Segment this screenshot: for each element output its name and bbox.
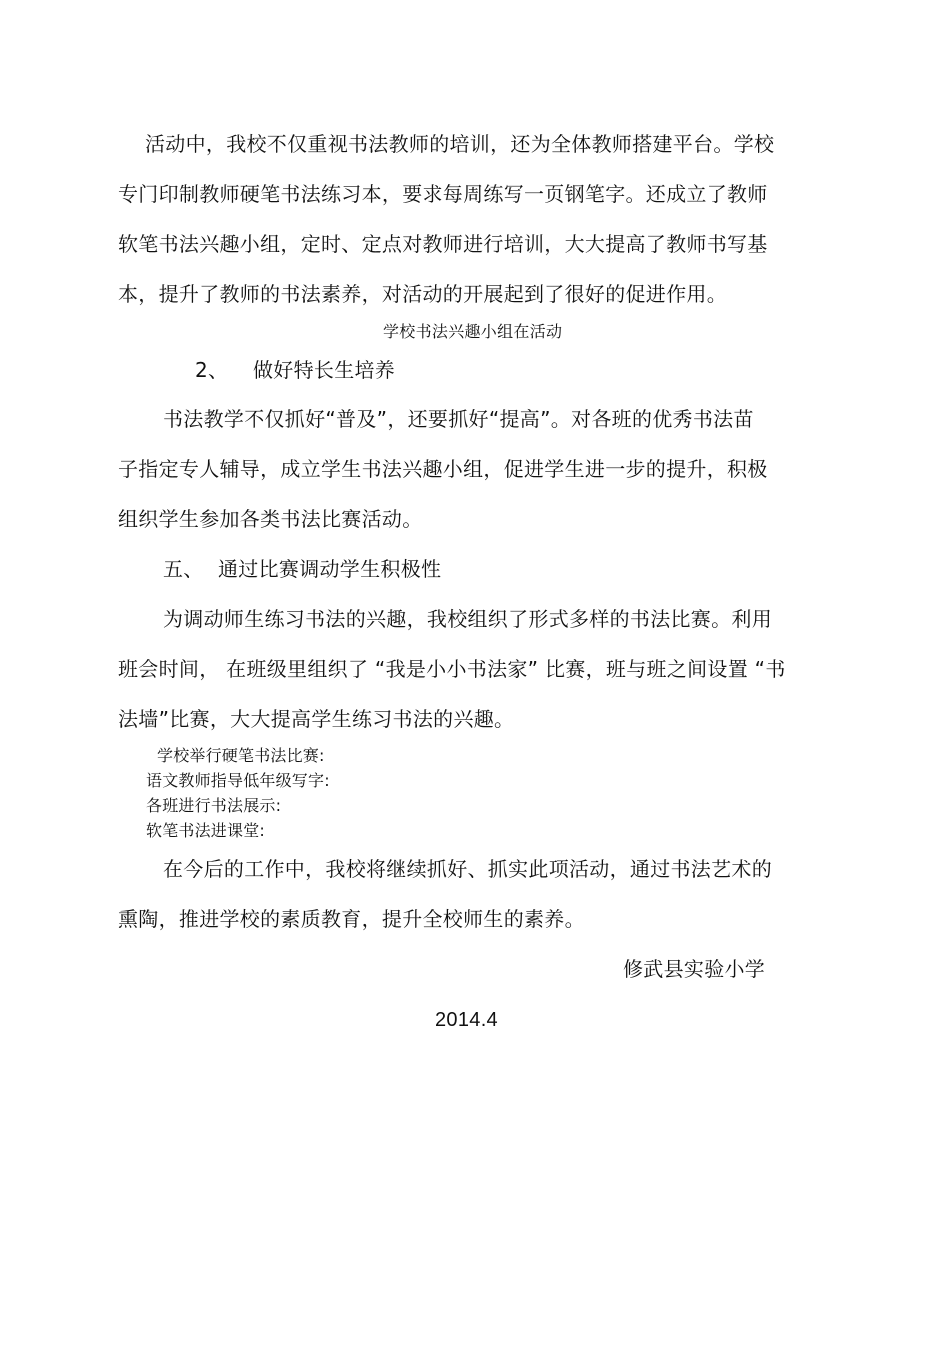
photo-caption-interest-group: 学校书法兴趣小组在活动 (383, 322, 563, 341)
paragraph-1-line-2: 专门印制教师硬笔书法练习本，要求每周练写一页钢笔字。还成立了教师 (118, 182, 768, 206)
section-5-number: 五、 (163, 557, 204, 581)
paragraph-4-line-2: 熏陶，推进学校的素质教育，提升全校师生的素养。 (118, 907, 585, 931)
photo-caption-class-display: 各班进行书法展示: (146, 796, 282, 815)
paragraph-2-line-2: 子指定专人辅导，成立学生书法兴趣小组，促进学生进一步的提升，积极 (118, 457, 768, 481)
paragraph-1-line-3: 软笔书法兴趣小组，定时、定点对教师进行培训，大大提高了教师书写基 (118, 232, 768, 256)
paragraph-1-line-1: 活动中，我校不仅重视书法教师的培训，还为全体教师搭建平台。学校 (145, 132, 775, 156)
paragraph-2-line-3: 组织学生参加各类书法比赛活动。 (118, 507, 423, 531)
section-2-title: 做好特长生培养 (253, 358, 396, 382)
document-date: 2014.4 (435, 1009, 498, 1031)
photo-caption-hard-pen-contest: 学校举行硬笔书法比赛: (157, 746, 325, 765)
photo-caption-teacher-guidance: 语文教师指导低年级写字: (146, 771, 330, 790)
paragraph-1-line-4: 本，提升了教师的书法素养，对活动的开展起到了很好的促进作用。 (118, 282, 727, 306)
paragraph-3-line-1: 为调动师生练习书法的兴趣，我校组织了形式多样的书法比赛。利用 (163, 607, 772, 631)
photo-caption-brush-class: 软笔书法进课堂: (146, 821, 265, 840)
paragraph-4-line-1: 在今后的工作中，我校将继续抓好、抓实此项活动，通过书法艺术的 (163, 857, 772, 881)
section-5-title: 通过比赛调动学生积极性 (218, 557, 442, 581)
signature-school-name: 修武县实验小学 (623, 957, 766, 981)
section-2-number: 2、 (195, 358, 229, 382)
paragraph-3-line-2: 班会时间， 在班级里组织了 “我是小小书法家” 比赛，班与班之间设置 “书 (118, 657, 786, 681)
paragraph-2-line-1: 书法教学不仅抓好“普及”，还要抓好“提高”。对各班的优秀书法苗 (163, 407, 754, 431)
paragraph-3-line-3: 法墙”比赛，大大提高学生练习书法的兴趣。 (118, 707, 515, 731)
